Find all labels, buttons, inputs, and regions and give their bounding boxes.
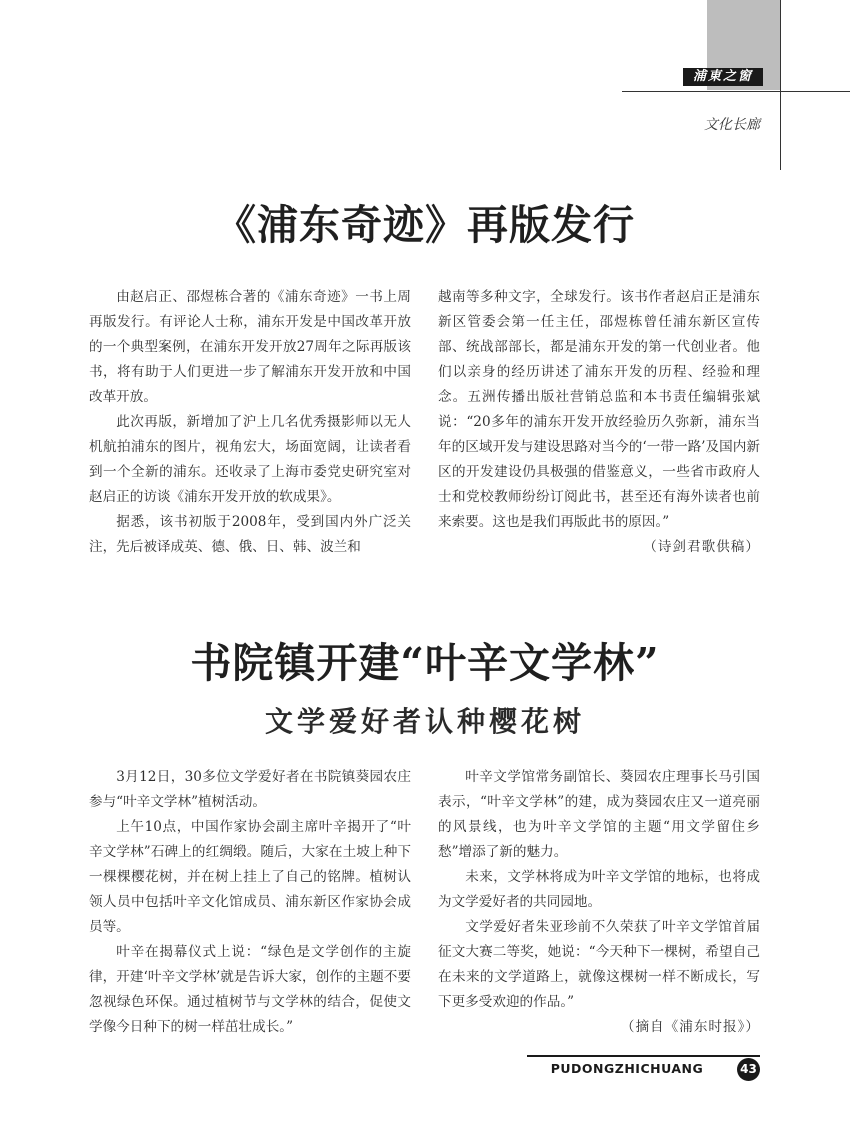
article2-right-column bbox=[438, 765, 760, 1040]
article2-title: 书院镇开建“叶辛文学林” bbox=[190, 639, 660, 687]
article2-paragraph: 3月12日，30多位文学爱好者在书院镇葵园农庄参与“叶辛文学林”植树活动。 bbox=[89, 769, 411, 810]
page-number-badge: 43 bbox=[737, 1058, 760, 1081]
article2-paragraph: 上午10点，中国作家协会副主席叶辛揭开了“叶辛文学林”石碑上的红绸缎。随后，大家在土坡上种下一棵棵樱花树，并在树上挂上了自己的铭牌。植树认领人员中包括叶辛文化馆成员、浦东新区作家协会成员等。 bbox=[89, 819, 411, 935]
header-horizontal-rule bbox=[622, 91, 850, 92]
article1-paragraph: 此次再版，新增加了沪上几名优秀摄影师以无人机航拍浦东的图片，视角宏大，场面宽阔，让读者看到一个全新的浦东。还收录了上海市委党史研究室对赵启正的访谈《浦东开发开放的软成果》。 bbox=[89, 414, 411, 505]
article2-paragraph: 叶辛在揭幕仪式上说：“绿色是文学创作的主旋律，开建‘叶辛文学林’就是告诉大家，创作的主题不要忽视绿色环保。通过植树节与文学林的结合，促使文学像今日种下的树一样茁壮成长。” bbox=[89, 944, 411, 1035]
article1-right-column bbox=[438, 285, 760, 560]
article2-left-column bbox=[89, 765, 411, 1040]
article1-paragraph: 越南等多种文字，全球发行。该书作者赵启正是浦东新区管委会第一任主任，邵煜栋曾任浦东新区宣传部、统战部部长，都是浦东开发的第一代创业者。他们以亲身的经历讲述了浦东开发的历程、经验和理念。五洲传播出版社营销总监和本书责任编辑张斌说：“20多年的浦东开发开放经验历久弥新，浦东当年的区域开发与建设思路对当今的‘一带一路’及国内新区的开发建设仍具极强的借鉴意义，一些省市政府人士和党校教师纷纷订阅此书，甚至还有海外读者也前来索要。这也是我们再版此书的原因。” bbox=[438, 289, 760, 530]
article2-paragraph: 叶辛文学馆常务副馆长、葵园农庄理事长马引国表示，“叶辛文学林”的建，成为葵园农庄又一道亮丽的风景线，也为叶辛文学馆的主题“用文学留住乡愁”增添了新的魅力。 bbox=[438, 769, 760, 860]
article1-credit: （诗剑君歌供稿） bbox=[643, 539, 760, 555]
header-vertical-rule bbox=[780, 0, 781, 170]
article1-title: 《浦东奇迹》再版发行 bbox=[215, 201, 635, 249]
article2-credit: （摘自《浦东时报》） bbox=[620, 1019, 760, 1035]
article1-paragraph: 由赵启正、邵煜栋合著的《浦东奇迹》一书上周再版发行。有评论人士称，浦东开发是中国改革开放的一个典型案例，在浦东开发开放27周年之际再版该书，将有助于人们更进一步了解浦东开发开放和中国改革开放。 bbox=[89, 289, 411, 405]
article2-subtitle: 文学爱好者认种樱花树 bbox=[264, 705, 585, 738]
article2-paragraph: 文学爱好者朱亚珍前不久荣获了叶辛文学馆首届征文大赛二等奖，她说：“今天种下一棵树，希望自己在未来的文学道路上，就像这棵树一样不断成长，写下更多受欢迎的作品。” bbox=[438, 919, 760, 1010]
footer-rule bbox=[527, 1055, 760, 1057]
article2-paragraph: 未来，文学林将成为叶辛文学馆的地标，也将成为文学爱好者的共同园地。 bbox=[438, 869, 760, 910]
footer-magazine-name: PUDONGZHICHUANG bbox=[550, 1061, 704, 1076]
article1-paragraph: 据悉，该书初版于2008年，受到国内外广泛关注，先后被译成英、德、俄、日、韩、波兰和 bbox=[89, 514, 411, 555]
magazine-brand-badge: 浦東之窗 bbox=[683, 68, 763, 86]
article1-left-column bbox=[89, 285, 411, 560]
section-label: 文化长廊 bbox=[704, 117, 760, 133]
